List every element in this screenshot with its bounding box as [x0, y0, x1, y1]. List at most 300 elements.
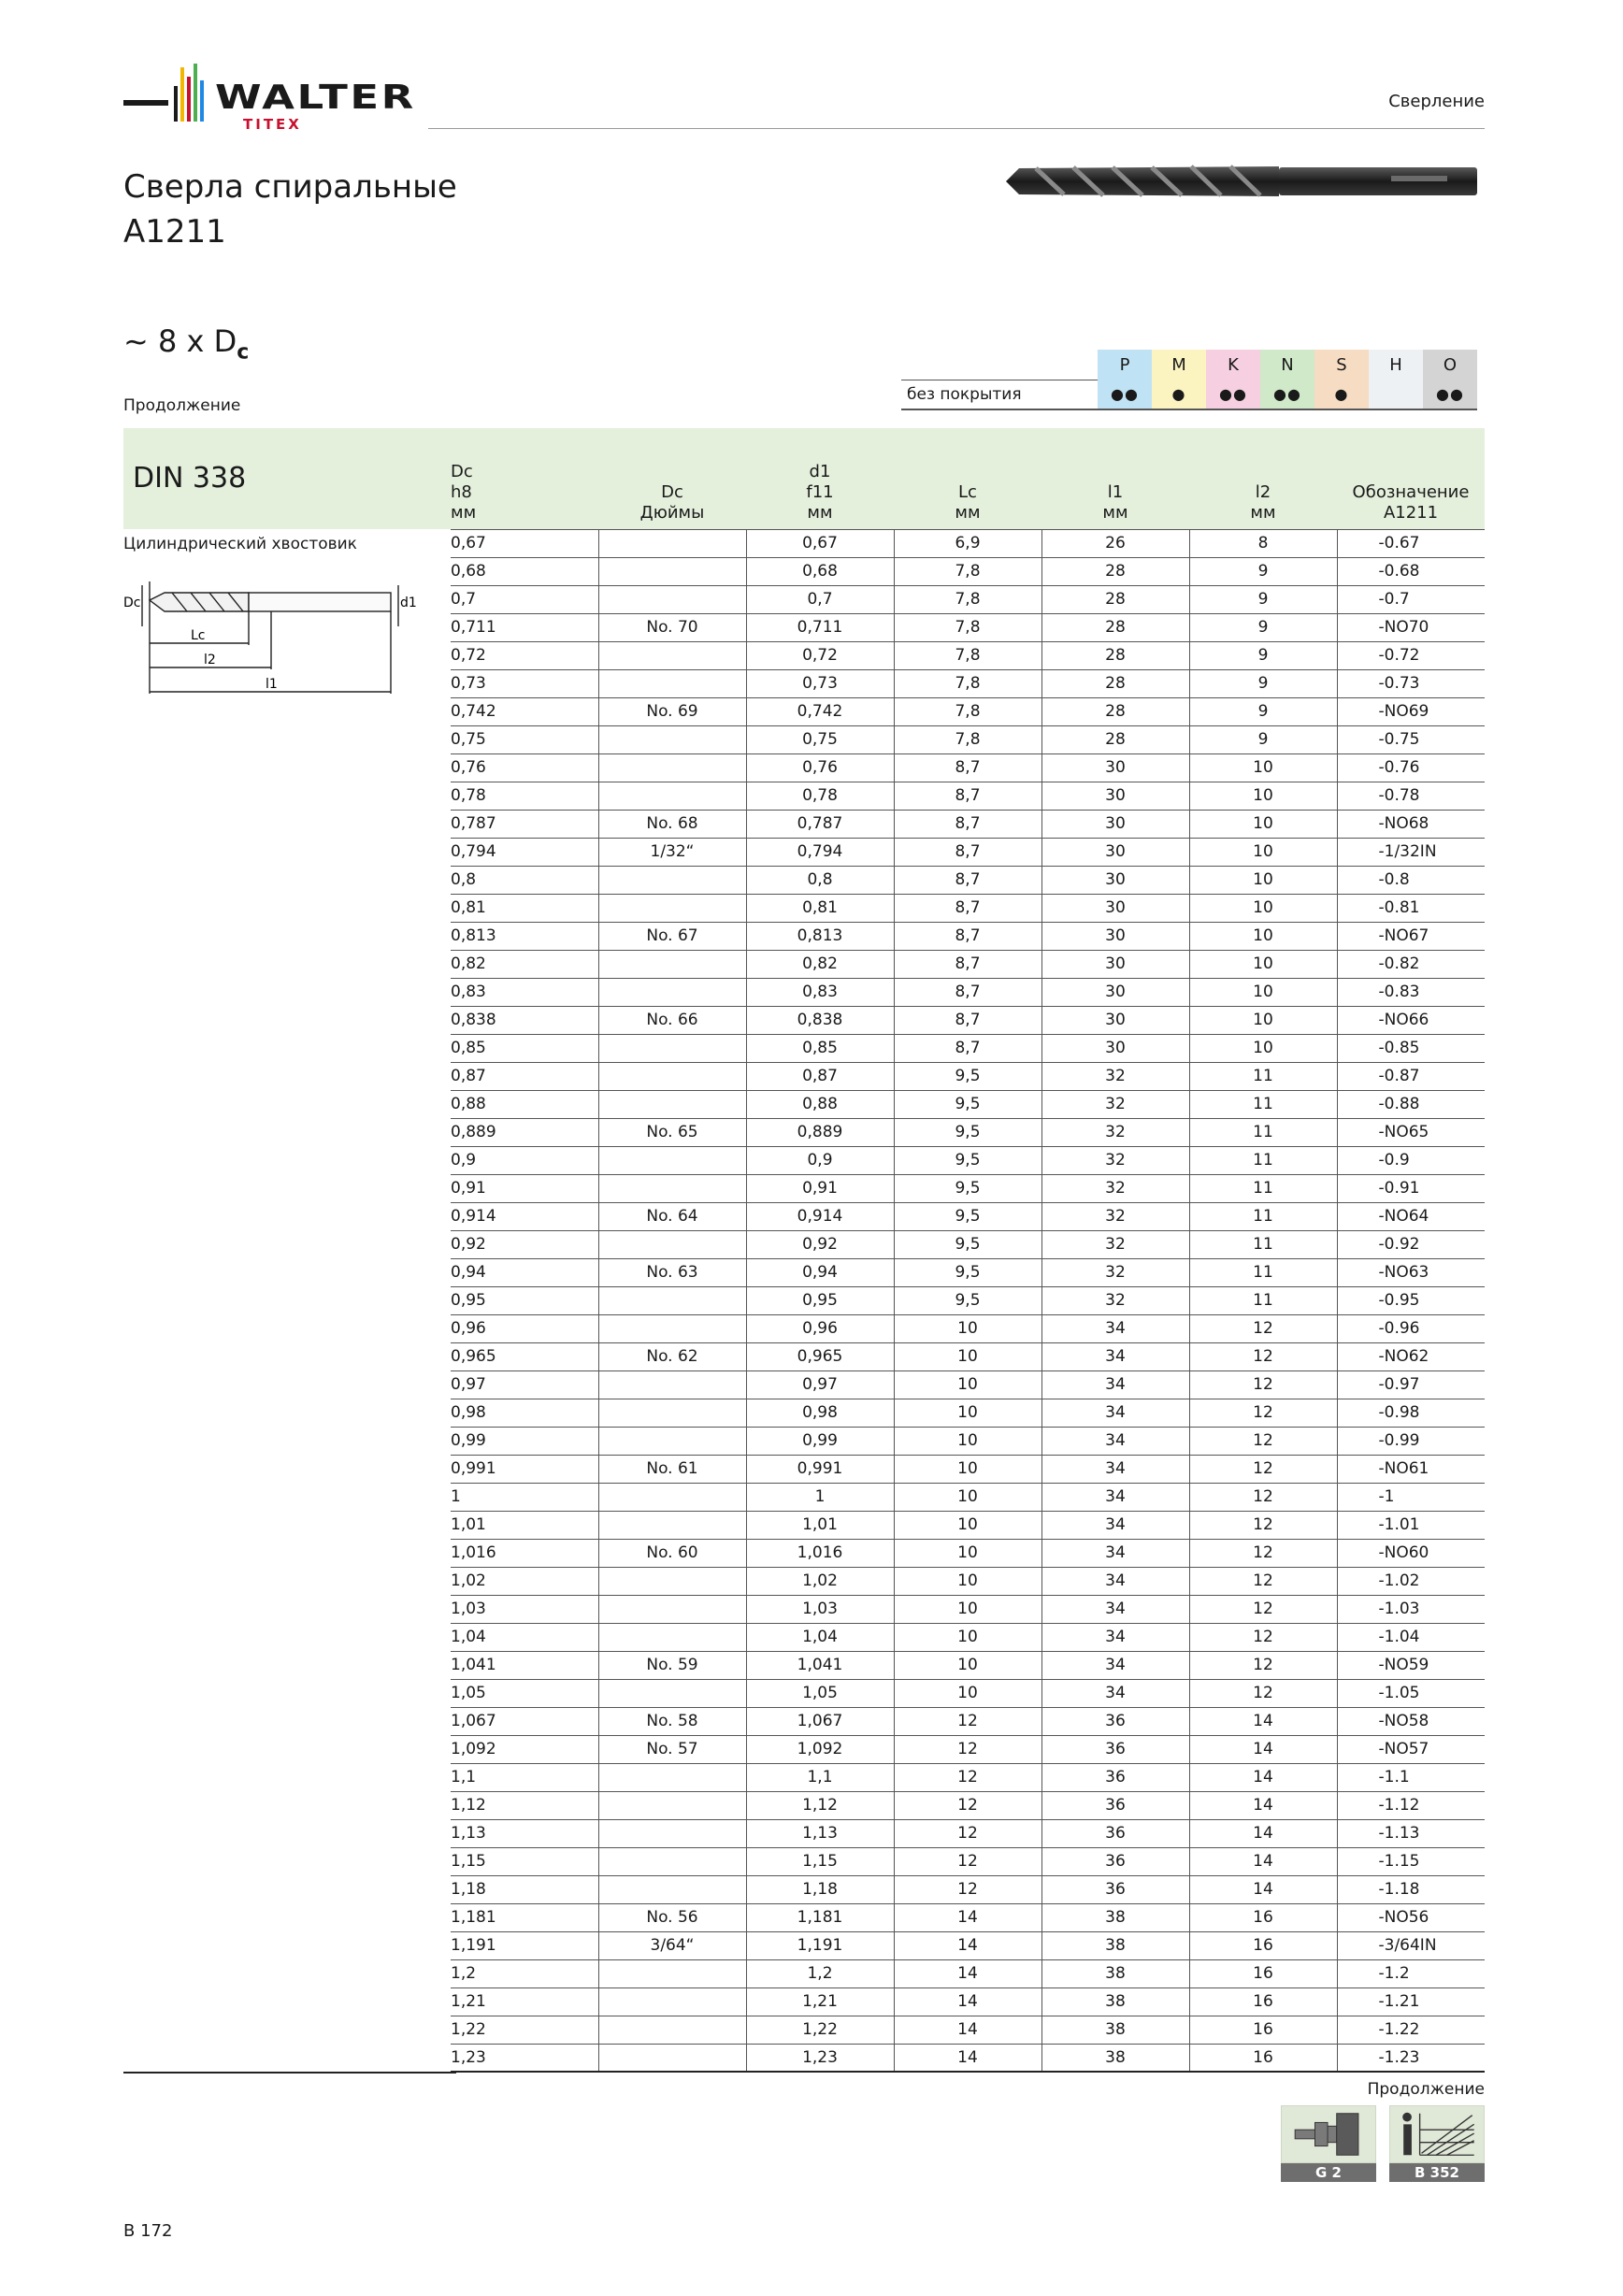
table-row	[451, 1903, 1485, 1931]
column-header-line: d1	[809, 461, 831, 481]
table-cell: 14	[894, 1931, 1041, 1959]
table-cell: 0,67	[451, 529, 598, 557]
table-row	[451, 1399, 1485, 1427]
table-cell: 0,78	[746, 782, 894, 810]
table-cell: 12	[894, 1875, 1041, 1903]
table-row	[451, 1455, 1485, 1483]
table-cell: 1,23	[746, 2044, 894, 2072]
table-cell: -0.95	[1337, 1286, 1485, 1314]
table-cell: -NO67	[1337, 922, 1485, 950]
table-cell	[598, 894, 746, 922]
logo-sub: TITEX	[243, 116, 302, 133]
table-cell	[598, 1427, 746, 1455]
table-cell: 0,92	[451, 1230, 598, 1258]
table-cell: 0,95	[746, 1286, 894, 1314]
table-cell: 14	[894, 2044, 1041, 2072]
table-cell: 0,67	[746, 529, 894, 557]
table-cell: 0,85	[746, 1034, 894, 1062]
table-cell: 0,99	[451, 1427, 598, 1455]
table-cell: 0,91	[746, 1174, 894, 1202]
table-cell	[598, 529, 746, 557]
table-cell: 9,5	[894, 1174, 1041, 1202]
table-row	[451, 894, 1485, 922]
table-cell	[598, 1174, 746, 1202]
table-cell: 12	[1189, 1427, 1337, 1455]
ref-link-b352[interactable]	[1389, 2105, 1485, 2184]
table-cell: 1,191	[746, 1931, 894, 1959]
table-cell: 1,092	[746, 1735, 894, 1763]
table-row	[451, 613, 1485, 641]
table-row	[451, 2044, 1485, 2072]
table-cell: 1	[746, 1483, 894, 1511]
table-cell: 1,05	[451, 1679, 598, 1707]
table-cell: 0,8	[451, 866, 598, 894]
table-cell: -NO65	[1337, 1118, 1485, 1146]
table-row	[451, 1875, 1485, 1903]
table-cell: 1,181	[746, 1903, 894, 1931]
column-header-line: Дюймы	[639, 502, 705, 523]
material-P: P	[1098, 350, 1152, 380]
table-cell	[598, 1034, 746, 1062]
table-cell: 10	[1189, 782, 1337, 810]
column-header-line: Lc	[958, 481, 977, 502]
lc-label: Lc	[191, 628, 206, 643]
table-cell: 0,82	[746, 950, 894, 978]
material-K: K	[1206, 350, 1260, 380]
table-cell: -1.13	[1337, 1819, 1485, 1847]
column-header-5	[1189, 428, 1337, 529]
table-cell: 11	[1189, 1090, 1337, 1118]
table-cell: 0,838	[746, 1006, 894, 1034]
table-cell: 0,965	[451, 1342, 598, 1370]
table-cell: 7,8	[894, 697, 1041, 725]
table-cell: 0,794	[746, 838, 894, 866]
continuation-bottom: Продолжение	[1367, 2080, 1485, 2099]
table-cell: 12	[1189, 1511, 1337, 1539]
column-header-line: Обозначение	[1352, 481, 1470, 502]
column-header-2	[746, 428, 894, 529]
table-cell: No. 61	[598, 1455, 746, 1483]
coating-label: без покрытия	[901, 380, 1098, 409]
table-cell: 0,68	[451, 557, 598, 585]
shank-type-label: Цилиндрический хвостовик	[123, 535, 357, 553]
column-header-line: мм	[1250, 502, 1276, 523]
table-cell: 7,8	[894, 613, 1041, 641]
table-cell: 12	[1189, 1539, 1337, 1567]
table-cell: 1,12	[746, 1791, 894, 1819]
table-cell	[598, 1623, 746, 1651]
table-row	[451, 810, 1485, 838]
table-row	[451, 641, 1485, 669]
table-cell: 16	[1189, 2044, 1337, 2072]
table-cell: -NO62	[1337, 1342, 1485, 1370]
table-cell: 12	[1189, 1623, 1337, 1651]
table-cell: 0,7	[451, 585, 598, 613]
table-cell: 12	[1189, 1595, 1337, 1623]
table-cell: 0,72	[746, 641, 894, 669]
table-cell: 1,22	[451, 2016, 598, 2044]
table-cell: 9	[1189, 613, 1337, 641]
table-cell: 14	[1189, 1791, 1337, 1819]
table-cell: -1.22	[1337, 2016, 1485, 2044]
table-row	[451, 866, 1485, 894]
table-cell	[598, 669, 746, 697]
table-cell: No. 56	[598, 1903, 746, 1931]
table-cell: 14	[1189, 1819, 1337, 1847]
table-cell: 12	[894, 1847, 1041, 1875]
header-rule	[428, 128, 1485, 129]
table-cell: 10	[1189, 1006, 1337, 1034]
column-header-line: мм	[807, 502, 833, 523]
table-cell: 7,8	[894, 585, 1041, 613]
table-cell	[598, 1987, 746, 2016]
table-cell: 1,15	[746, 1847, 894, 1875]
table-row	[451, 950, 1485, 978]
rating-H	[1369, 380, 1423, 409]
table-cell	[598, 1595, 746, 1623]
table-cell	[598, 1875, 746, 1903]
rating-N: ●●	[1260, 380, 1314, 409]
table-cell: 11	[1189, 1146, 1337, 1174]
table-row	[451, 1931, 1485, 1959]
table-cell: -0.85	[1337, 1034, 1485, 1062]
table-row	[451, 1006, 1485, 1034]
table-cell: 0,98	[451, 1399, 598, 1427]
table-cell: 0,81	[746, 894, 894, 922]
table-cell: -0.87	[1337, 1062, 1485, 1090]
table-cell: 12	[1189, 1314, 1337, 1342]
table-cell: 8,7	[894, 978, 1041, 1006]
table-cell: 0,838	[451, 1006, 598, 1034]
table-cell: -0.97	[1337, 1370, 1485, 1399]
table-cell: 9	[1189, 585, 1337, 613]
table-cell: 12	[1189, 1370, 1337, 1399]
table-row	[451, 1427, 1485, 1455]
table-cell: 30	[1041, 1006, 1189, 1034]
table-cell: -NO69	[1337, 697, 1485, 725]
table-cell: -1.04	[1337, 1623, 1485, 1651]
table-cell: 32	[1041, 1258, 1189, 1286]
column-header-4	[1041, 428, 1189, 529]
table-cell: 28	[1041, 697, 1189, 725]
table-cell: 0,85	[451, 1034, 598, 1062]
table-row	[451, 1090, 1485, 1118]
table-row	[451, 1511, 1485, 1539]
table-cell: 10	[894, 1511, 1041, 1539]
table-cell: 1,03	[746, 1595, 894, 1623]
table-cell: 12	[894, 1819, 1041, 1847]
table-cell: 1,041	[451, 1651, 598, 1679]
table-cell: -1/32IN	[1337, 838, 1485, 866]
table-cell: No. 68	[598, 810, 746, 838]
table-cell: -NO59	[1337, 1651, 1485, 1679]
table-row	[451, 1034, 1485, 1062]
table-cell: 1,1	[746, 1763, 894, 1791]
table-cell: 1,2	[746, 1959, 894, 1987]
table-cell: 11	[1189, 1062, 1337, 1090]
table-cell: 12	[894, 1763, 1041, 1791]
table-cell: -0.96	[1337, 1314, 1485, 1342]
table-cell: 14	[894, 2016, 1041, 2044]
table-row	[451, 1314, 1485, 1342]
table-cell: 32	[1041, 1118, 1189, 1146]
table-cell: 0,73	[451, 669, 598, 697]
table-cell: 1,21	[746, 1987, 894, 2016]
table-row	[451, 1146, 1485, 1174]
table-cell: 16	[1189, 1931, 1337, 1959]
table-cell: 34	[1041, 1651, 1189, 1679]
table-cell: 10	[1189, 950, 1337, 978]
table-cell: -0.82	[1337, 950, 1485, 978]
table-cell: 32	[1041, 1286, 1189, 1314]
table-cell: 36	[1041, 1763, 1189, 1791]
table-cell: 36	[1041, 1735, 1189, 1763]
table-cell: No. 60	[598, 1539, 746, 1567]
table-cell: 0,96	[746, 1314, 894, 1342]
table-cell: 1,15	[451, 1847, 598, 1875]
logo-line	[123, 100, 168, 106]
table-cell: 8,7	[894, 866, 1041, 894]
table-cell: 0,94	[746, 1258, 894, 1286]
table-cell: 12	[1189, 1651, 1337, 1679]
table-cell: 10	[894, 1595, 1041, 1623]
table-cell: 28	[1041, 557, 1189, 585]
table-cell: 1,22	[746, 2016, 894, 2044]
table-cell: 1,041	[746, 1651, 894, 1679]
table-cell: 0,82	[451, 950, 598, 978]
table-row	[451, 1595, 1485, 1623]
table-row	[451, 557, 1485, 585]
table-cell: 1,03	[451, 1595, 598, 1623]
table-cell: 0,92	[746, 1230, 894, 1258]
table-row	[451, 838, 1485, 866]
table-cell: 32	[1041, 1146, 1189, 1174]
table-row	[451, 585, 1485, 613]
table-cell: 9	[1189, 725, 1337, 753]
table-cell: 16	[1189, 1903, 1337, 1931]
table-cell: 0,73	[746, 669, 894, 697]
table-row	[451, 1735, 1485, 1763]
table-cell: No. 64	[598, 1202, 746, 1230]
table-cell: -0.75	[1337, 725, 1485, 753]
table-cell: 14	[1189, 1763, 1337, 1791]
table-cell: 9,5	[894, 1258, 1041, 1286]
table-cell: 28	[1041, 641, 1189, 669]
table-row	[451, 1286, 1485, 1314]
table-cell: 8,7	[894, 894, 1041, 922]
table-cell: 36	[1041, 1791, 1189, 1819]
table-cell: 34	[1041, 1342, 1189, 1370]
table-cell: 10	[894, 1539, 1041, 1567]
table-cell: 0,794	[451, 838, 598, 866]
table-cell: 0,914	[746, 1202, 894, 1230]
tool-holder-icon	[1281, 2105, 1376, 2163]
table-cell	[598, 1399, 746, 1427]
din-standard: DIN 338	[133, 462, 247, 495]
table-row	[451, 1819, 1485, 1847]
column-header-line: Dc	[451, 461, 473, 481]
table-cell: 30	[1041, 782, 1189, 810]
table-cell: 1,2	[451, 1959, 598, 1987]
page-number: B 172	[123, 2221, 173, 2241]
table-cell: -NO70	[1337, 613, 1485, 641]
table-cell: -1.05	[1337, 1679, 1485, 1707]
table-cell: 0,965	[746, 1342, 894, 1370]
table-cell: No. 70	[598, 613, 746, 641]
column-header-line	[598, 462, 746, 482]
table-cell: 1,016	[746, 1539, 894, 1567]
table-cell: No. 57	[598, 1735, 746, 1763]
table-cell: 10	[894, 1679, 1041, 1707]
table-cell: 10	[894, 1370, 1041, 1399]
dc-label: Dc	[123, 596, 141, 610]
table-cell: 36	[1041, 1875, 1189, 1903]
table-cell: 0,75	[451, 725, 598, 753]
table-cell: 30	[1041, 922, 1189, 950]
table-cell: 1,01	[746, 1511, 894, 1539]
length-ratio	[123, 323, 249, 364]
table-cell: 36	[1041, 1819, 1189, 1847]
table-cell: 0,95	[451, 1286, 598, 1314]
rating-O: ●●	[1423, 380, 1477, 409]
table-cell: 10	[894, 1483, 1041, 1511]
table-cell: 32	[1041, 1202, 1189, 1230]
table-row	[451, 1230, 1485, 1258]
table-cell: 11	[1189, 1118, 1337, 1146]
table-cell	[598, 725, 746, 753]
table-cell: 34	[1041, 1314, 1189, 1342]
table-cell: -NO58	[1337, 1707, 1485, 1735]
walter-titex-logo	[123, 58, 416, 133]
l1-label: l1	[266, 677, 278, 692]
table-cell: 38	[1041, 1987, 1189, 2016]
table-cell: 16	[1189, 2016, 1337, 2044]
table-cell: 0,9	[451, 1146, 598, 1174]
table-cell: 8,7	[894, 753, 1041, 782]
drill-dimension-diagram	[118, 578, 426, 699]
ref-link-g2[interactable]	[1281, 2105, 1376, 2184]
table-cell: 0,742	[451, 697, 598, 725]
table-cell: 30	[1041, 950, 1189, 978]
table-cell: -1.18	[1337, 1875, 1485, 1903]
table-cell: 1,18	[451, 1875, 598, 1903]
table-cell	[598, 1483, 746, 1511]
table-cell: 10	[894, 1567, 1041, 1595]
table-cell: 7,8	[894, 725, 1041, 753]
table-cell: -3/64IN	[1337, 1931, 1485, 1959]
table-cell: 12	[1189, 1679, 1337, 1707]
table-cell	[598, 866, 746, 894]
table-cell: -1.2	[1337, 1959, 1485, 1987]
ratio-subscript: c	[237, 340, 250, 365]
table-cell: 0,83	[746, 978, 894, 1006]
column-header-6	[1337, 428, 1485, 529]
table-cell: 10	[1189, 978, 1337, 1006]
table-cell: 1,1	[451, 1763, 598, 1791]
table-cell: 9,5	[894, 1146, 1041, 1174]
table-cell: 38	[1041, 1959, 1189, 1987]
material-M: M	[1152, 350, 1206, 380]
table-cell: 34	[1041, 1455, 1189, 1483]
table-cell: 7,8	[894, 669, 1041, 697]
table-row	[451, 1118, 1485, 1146]
table-cell: No. 65	[598, 1118, 746, 1146]
table-cell: -1.21	[1337, 1987, 1485, 2016]
table-cell: 0,813	[451, 922, 598, 950]
table-cell: 0,96	[451, 1314, 598, 1342]
table-cell: 9,5	[894, 1202, 1041, 1230]
table-cell: 11	[1189, 1286, 1337, 1314]
table-cell: 14	[1189, 1707, 1337, 1735]
table-cell: 8,7	[894, 950, 1041, 978]
table-cell: 1,12	[451, 1791, 598, 1819]
d1-label: d1	[400, 596, 417, 610]
title-line-2: A1211	[123, 213, 226, 251]
table-cell: 0,813	[746, 922, 894, 950]
table-cell: 14	[1189, 1735, 1337, 1763]
table-cell: -0.91	[1337, 1174, 1485, 1202]
table-cell: -0.7	[1337, 585, 1485, 613]
table-cell: -0.72	[1337, 641, 1485, 669]
table-row	[451, 782, 1485, 810]
table-cell: -0.73	[1337, 669, 1485, 697]
table-row	[451, 1258, 1485, 1286]
table-cell: 9,5	[894, 1118, 1041, 1146]
table-cell: 0,889	[746, 1118, 894, 1146]
table-cell: 1,092	[451, 1735, 598, 1763]
ratio-prefix: ~ 8 x D	[123, 323, 237, 359]
table-row	[451, 725, 1485, 753]
rating-K: ●●	[1206, 380, 1260, 409]
table-cell	[598, 1286, 746, 1314]
ref-label-g2: G 2	[1281, 2163, 1376, 2182]
table-cell: -0.76	[1337, 753, 1485, 782]
column-header-line: Dc	[661, 481, 683, 502]
table-cell: 10	[894, 1427, 1041, 1455]
table-cell: No. 67	[598, 922, 746, 950]
table-cell: 10	[894, 1342, 1041, 1370]
table-cell: 30	[1041, 1034, 1189, 1062]
table-cell: 38	[1041, 1903, 1189, 1931]
table-cell	[598, 585, 746, 613]
table-cell	[598, 2016, 746, 2044]
table-row	[451, 1959, 1485, 1987]
table-cell: -1.15	[1337, 1847, 1485, 1875]
table-cell: 32	[1041, 1062, 1189, 1090]
table-cell: 14	[894, 1959, 1041, 1987]
table-cell: 0,87	[451, 1062, 598, 1090]
table-cell: -1.03	[1337, 1595, 1485, 1623]
table-cell: -1.01	[1337, 1511, 1485, 1539]
table-cell: 10	[1189, 922, 1337, 950]
table-cell: 34	[1041, 1427, 1189, 1455]
table-cell: -0.68	[1337, 557, 1485, 585]
table-cell: 34	[1041, 1399, 1189, 1427]
table-cell: 8,7	[894, 1006, 1041, 1034]
table-cell: 16	[1189, 1959, 1337, 1987]
table-cell: 1,04	[746, 1623, 894, 1651]
table-row	[451, 1370, 1485, 1399]
table-cell: 30	[1041, 753, 1189, 782]
table-cell: 30	[1041, 894, 1189, 922]
table-cell: 0,76	[746, 753, 894, 782]
table-cell: -0.92	[1337, 1230, 1485, 1258]
rating-M: ●	[1152, 380, 1206, 409]
table-cell: -0.98	[1337, 1399, 1485, 1427]
table-cell	[598, 1062, 746, 1090]
table-cell: 10	[1189, 894, 1337, 922]
table-cell	[598, 1847, 746, 1875]
